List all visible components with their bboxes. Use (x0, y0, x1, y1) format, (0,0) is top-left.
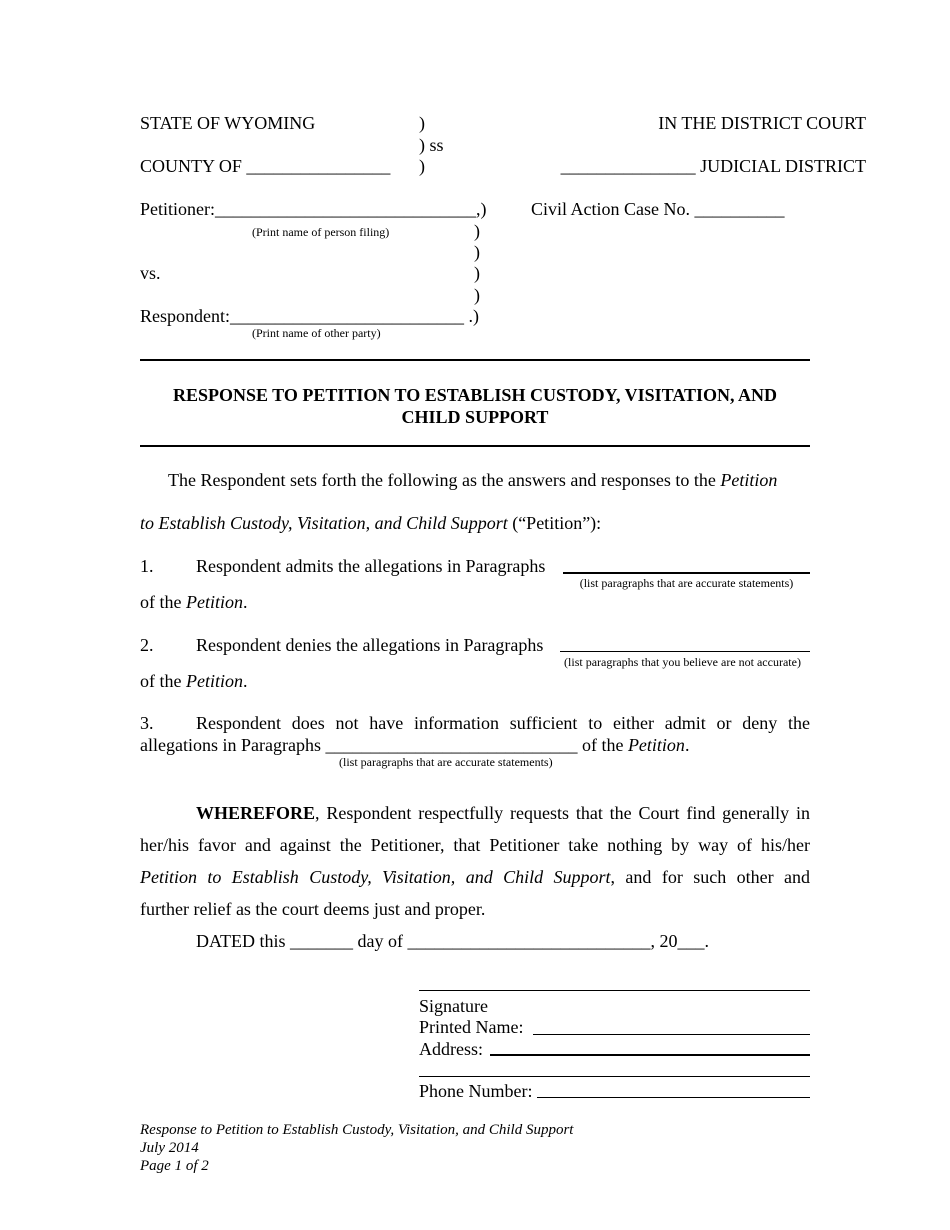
item-3-of-the: of the (577, 735, 628, 755)
item-2-petition: Petition (185, 671, 243, 691)
caption-ss: ) ss (419, 135, 444, 155)
item-2-blank[interactable] (560, 651, 810, 652)
court-name: IN THE DISTRICT COURT (658, 113, 866, 133)
phone-number-line[interactable] (537, 1097, 810, 1098)
item-3-blank[interactable]: ____________________________ (325, 735, 578, 755)
wherefore-line-2: her/his favor and against the Petitioner, that Petitioner take nothing by way of his/her (140, 835, 810, 855)
intro-petition-italic: Petition (720, 470, 778, 490)
item-1-petition: Petition (185, 592, 243, 612)
item-3-line-1: Respondent does not have information sufficient to either admit or deny the (196, 713, 810, 733)
intro-text: The Respondent sets forth the following as the answers and responses to the (168, 470, 721, 490)
item-2-text: Respondent denies the allegations in Paragraphs (196, 635, 544, 655)
dated-line[interactable]: DATED this _______ day of ___________________________, 20___. (196, 931, 709, 951)
printed-name-label: Printed Name: (419, 1017, 524, 1037)
item-1-of-the: of the (140, 592, 186, 612)
caption-paren-3: ) (474, 221, 480, 241)
respondent-hint: (Print name of other party) (252, 326, 381, 340)
respondent-field[interactable]: Respondent:__________________________ .) (140, 306, 479, 326)
item-1-text: Respondent admits the allegations in Paragraphs (196, 556, 546, 576)
address-label: Address: (419, 1039, 483, 1059)
item-3-number: 3. (140, 713, 154, 733)
wherefore-line-3 (140, 866, 810, 888)
caption-paren-5: ) (474, 263, 480, 283)
footer-title: Response to Petition to Establish Custody, Visitation, and Child Support (140, 1122, 574, 1138)
caption-paren-2: ) (419, 156, 425, 176)
county-field[interactable]: COUNTY OF ________________ (140, 156, 391, 176)
phone-number-label: Phone Number: (419, 1081, 533, 1101)
item-1-number: 1. (140, 556, 154, 576)
item-1-blank[interactable] (563, 572, 810, 574)
title-top-rule (140, 359, 810, 361)
item-3-allegations: allegations in Paragraphs (140, 735, 326, 755)
vs-label: vs. (140, 263, 161, 283)
item-3-petition: Petition (627, 735, 685, 755)
document-title-line-2: CHILD SUPPORT (401, 407, 549, 427)
state-label: STATE OF WYOMING (140, 113, 316, 133)
signature-label: Signature (419, 996, 488, 1016)
item-3-line-2 (140, 734, 689, 756)
caption-paren-4: ) (474, 242, 480, 262)
address-line-2[interactable] (419, 1076, 810, 1077)
wherefore-line-4: further relief as the court deems just and proper. (140, 899, 486, 919)
footer-date: July 2014 (140, 1140, 199, 1156)
item-2-number: 2. (140, 635, 154, 655)
item-2-period: . (242, 671, 248, 691)
intro-line-2 (140, 512, 601, 534)
item-2-hint: (list paragraphs that you believe are not accurate) (564, 655, 801, 669)
wherefore-petition-title: Petition to Establish Custody, Visitation, and Child Support (140, 867, 611, 887)
petitioner-field[interactable]: Petitioner:_____________________________,) (140, 199, 487, 219)
address-line-1[interactable] (490, 1054, 810, 1056)
footer-page: Page 1 of 2 (140, 1158, 209, 1174)
wherefore-line-1-rest: , Respondent respectfully requests that the Court find generally in (315, 803, 810, 823)
item-1-of-petition (140, 591, 247, 613)
intro-petition-title: to Establish Custody, Visitation, and Child Support (140, 513, 508, 533)
item-3-period: . (684, 735, 690, 755)
wherefore-line-1 (196, 802, 810, 824)
item-1-hint: (list paragraphs that are accurate statements) (579, 576, 794, 590)
item-3-hint: (list paragraphs that are accurate statements) (339, 755, 553, 769)
item-2-of-the: of the (140, 671, 186, 691)
intro-line-1 (168, 469, 777, 491)
wherefore-line-3-rest: , and for such other and (610, 867, 811, 887)
case-number-field[interactable]: Civil Action Case No. __________ (531, 199, 785, 219)
intro-petition-short: (“Petition”): (507, 513, 602, 533)
caption-paren-6: ) (474, 285, 480, 305)
document-title-line-1: RESPONSE TO PETITION TO ESTABLISH CUSTODY, VISITATION, AND (172, 385, 778, 405)
wherefore-bold: WHEREFORE (196, 803, 316, 823)
printed-name-line[interactable] (533, 1034, 810, 1035)
caption-paren-1: ) (419, 113, 425, 133)
item-2-of-petition (140, 670, 247, 692)
petitioner-hint: (Print name of person filing) (252, 225, 390, 239)
item-1-period: . (242, 592, 248, 612)
signature-line[interactable] (419, 990, 810, 991)
title-bottom-rule (140, 445, 810, 447)
judicial-district-field[interactable]: _______________ JUDICIAL DISTRICT (560, 156, 866, 176)
